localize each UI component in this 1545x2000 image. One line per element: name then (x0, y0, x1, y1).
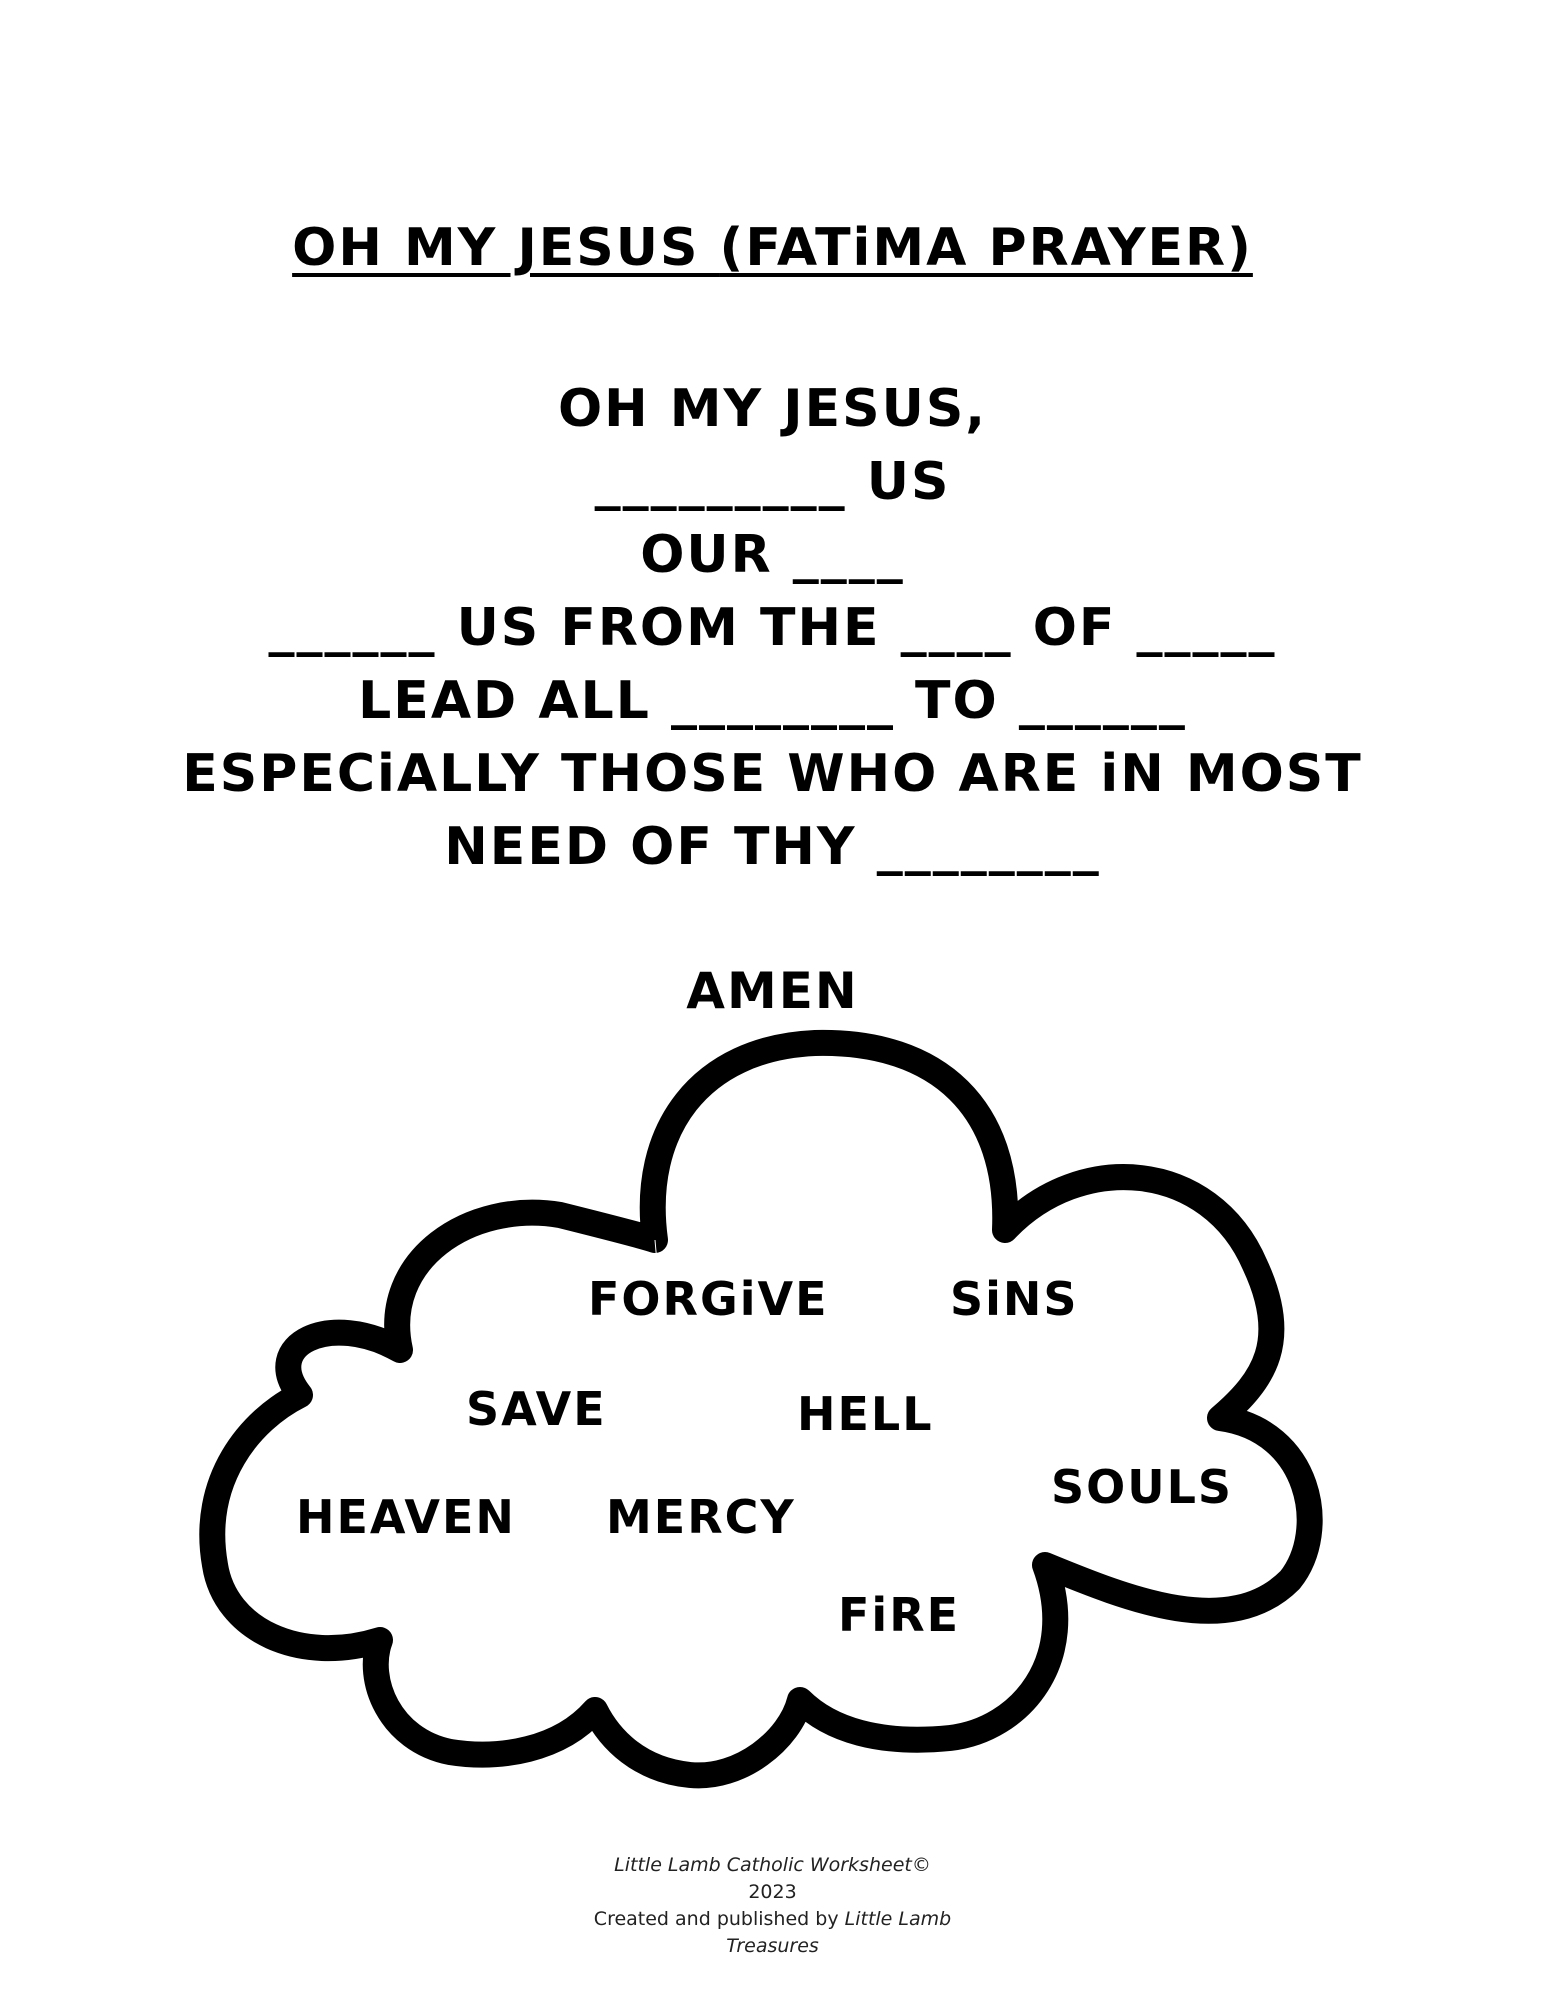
prayer-line-6: ESPECiALLY THOSE WHO ARE iN MOST (182, 744, 1363, 804)
prayer-line-7: NEED OF THY ________ (444, 817, 1101, 877)
title-parenthetical: (FATiMA PRAYER) (719, 218, 1253, 278)
footer-publisher-name-cont: Treasures (726, 1935, 819, 1957)
prayer-text (0, 373, 1545, 884)
footer-year: 2023 (748, 1881, 797, 1903)
word-hell: HELL (797, 1387, 934, 1441)
footer-credits (0, 1852, 1545, 1960)
prayer-line-2: _________ US (594, 452, 951, 512)
word-save: SAVE (466, 1382, 607, 1436)
copyright-mark: © (911, 1854, 931, 1876)
title-main: OH MY JESUS (292, 218, 720, 278)
footer-publisher-name: Little Lamb (844, 1908, 952, 1930)
prayer-line-5: LEAD ALL ________ TO ______ (358, 671, 1187, 731)
word-sins: SiNS (950, 1272, 1079, 1326)
word-mercy: MERCY (606, 1490, 796, 1544)
word-heaven: HEAVEN (296, 1490, 516, 1544)
worksheet-title (0, 218, 1545, 278)
word-fire: FiRE (838, 1588, 961, 1642)
footer-line-3 (0, 1906, 1545, 1933)
prayer-line-3: OUR ____ (640, 525, 905, 585)
footer-line-1 (0, 1852, 1545, 1879)
footer-worksheet-name: Little Lamb Catholic Worksheet (614, 1854, 912, 1876)
amen-closing: AMEN (686, 962, 859, 1020)
footer-published-by: Created and published by (593, 1908, 845, 1930)
word-souls: SOULS (1051, 1460, 1234, 1514)
prayer-line-1: OH MY JESUS, (557, 379, 988, 439)
word-forgive: FORGiVE (588, 1272, 829, 1326)
prayer-line-4: ______ US FROM THE ____ OF _____ (268, 598, 1277, 658)
